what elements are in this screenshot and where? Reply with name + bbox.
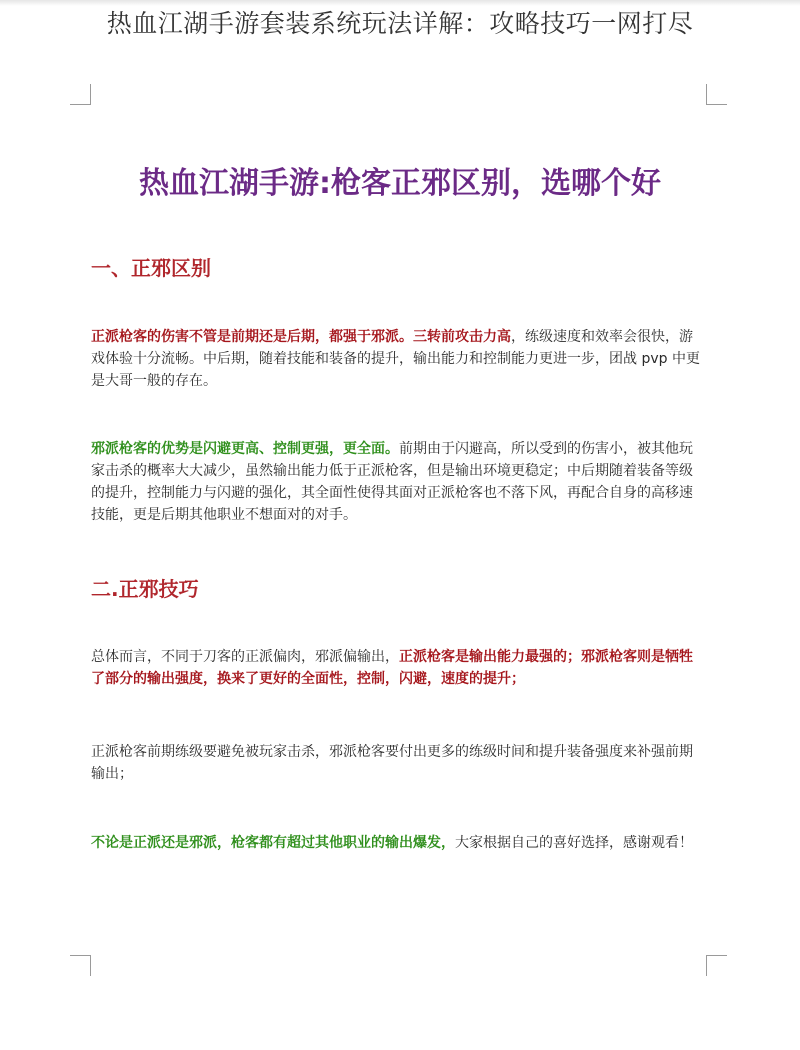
section-2-paragraph-1: [91, 646, 703, 690]
crop-mark-bottom-left: [70, 955, 91, 976]
section-1-heading: 一、正邪区别: [91, 256, 211, 280]
section-2-heading: 二.正邪技巧: [91, 577, 199, 601]
paragraph-text: ，练级速度和效率会很快，游戏体验十分流畅。中后期，随着技能和装备的提升，输出能力和控制能力更进一步，团战 pvp 中更是大哥一般的存在。: [91, 329, 700, 389]
paragraph-highlight: 正派枪客是输出能力最强的；邪派枪客则是牺牲了部分的输出强度，换来了更好的全面性，控制，闪避，速度的提升；: [91, 649, 693, 687]
paragraph-highlight: 邪派枪客的优势是闪避更高、控制更强，更全面。: [91, 441, 399, 457]
paragraph-text: 正派枪客前期练级要避免被玩家击杀，邪派枪客要付出更多的练级时间和提升装备强度来补强前期输出；: [91, 744, 693, 782]
section-2-paragraph-2: [91, 741, 703, 785]
paragraph-highlight: 不论是正派还是邪派，枪客都有超过其他职业的输出爆发，: [91, 835, 455, 851]
crop-mark-top-right: [706, 84, 727, 105]
document-title: 热血江湖手游:枪客正邪区别，选哪个好: [139, 166, 661, 201]
section-2-paragraph-3: [91, 832, 703, 854]
crop-mark-top-left: [70, 84, 91, 105]
section-1-paragraph-2: [91, 438, 703, 526]
section-1-paragraph-1: [91, 326, 703, 392]
paragraph-text: 总体而言，不同于刀客的正派偏肉，邪派偏输出，: [91, 649, 399, 665]
paragraph-text: 前期由于闪避高，所以受到的伤害小，被其他玩家击杀的概率大大减少，虽然输出能力低于正派枪客，但是输出环境更稳定；中后期随着装备等级的提升，控制能力与闪避的强化，其全面性使得其面对正派枪客也不落下风，再配合自身的高移速技能，更是后期其他职业不想面对的对手。: [91, 441, 693, 523]
paragraph-text: 大家根据自己的喜好选择，感谢观看！: [455, 835, 693, 851]
paragraph-highlight: 正派枪客的伤害不管是前期还是后期，都强于邪派。三转前攻击力高: [91, 329, 511, 345]
crop-mark-bottom-right: [706, 955, 727, 976]
page-caption: 热血江湖手游套装系统玩法详解：攻略技巧一网打尽: [106, 9, 694, 38]
